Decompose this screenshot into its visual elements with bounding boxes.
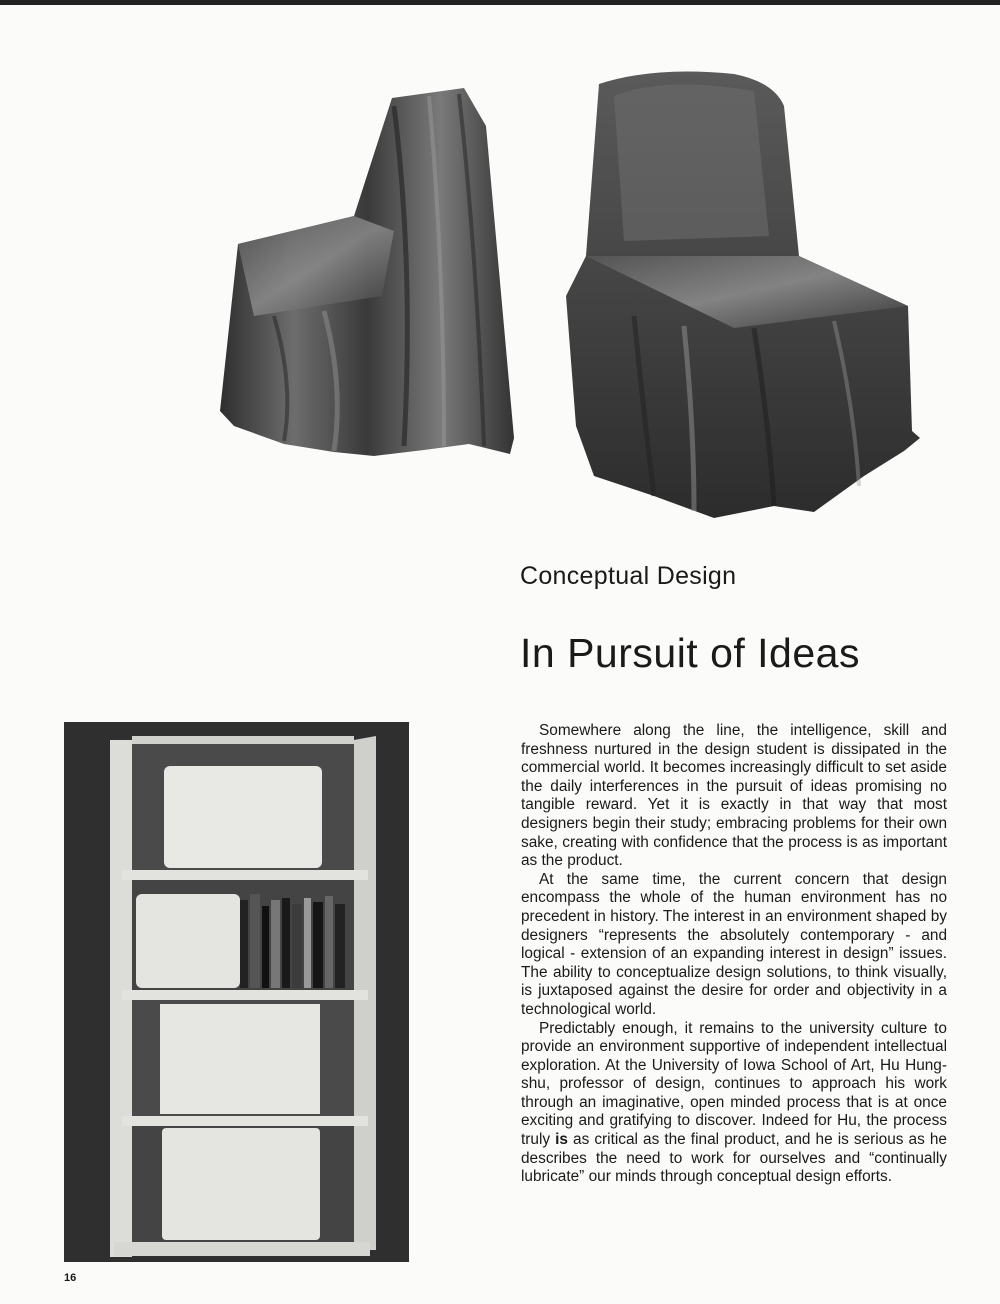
body-paragraph-3-start: Predictably enough, it remains to the university culture to provide an environment supportive of independent intellectual exploration. At the University of Iowa School of Art, Hu Hung-shu, professor of design, continues to approach his work through an imaginative, open minded process that is at once exciting and gratifying to discover. Indeed for Hu, the process truly bbox=[521, 1019, 947, 1149]
top-rule bbox=[0, 0, 1000, 5]
body-paragraph-3-end: as critical as the final product, and he is serious as he describes the need to work for ourselves and “continually lubricate” our minds through conceptual design efforts. bbox=[521, 1131, 947, 1186]
body-paragraph-1: Somewhere along the line, the intelligence, skill and freshness nurtured in the design student is dissipated in the commercial world. It becomes increasingly difficult to set aside the daily interferences in the pursuit of ideas promising no tangible reward. Yet it is exactly in that way that most designers begin their study; embracing problems for their own sake, creating with confidence that the process is as important as the product. bbox=[521, 722, 947, 870]
section-kicker: Conceptual Design bbox=[520, 562, 737, 590]
article-body bbox=[521, 722, 947, 1187]
body-paragraph-2: At the same time, the current concern that design encompass the whole of the human environment has no precedent in history. The interest in an environment shaped by designers “represents the absolutely contemporary - and logical - extension of an expanding interest in design” issues. The ability to conceptualize design solutions, to think visually, is juxtaposed against the desire for order and objectivity in a technological world. bbox=[521, 870, 947, 1018]
emphasis-is: is bbox=[555, 1131, 568, 1149]
left-draped-chair bbox=[220, 88, 514, 456]
bookshelf-photo bbox=[64, 722, 409, 1262]
books bbox=[240, 894, 345, 988]
draped-chairs-photo bbox=[214, 66, 934, 530]
body-paragraph-3 bbox=[521, 1020, 947, 1187]
shelf-unit bbox=[110, 736, 376, 1257]
right-draped-chair bbox=[566, 72, 920, 518]
page-number: 16 bbox=[64, 1272, 77, 1284]
article-headline: In Pursuit of Ideas bbox=[520, 630, 860, 676]
